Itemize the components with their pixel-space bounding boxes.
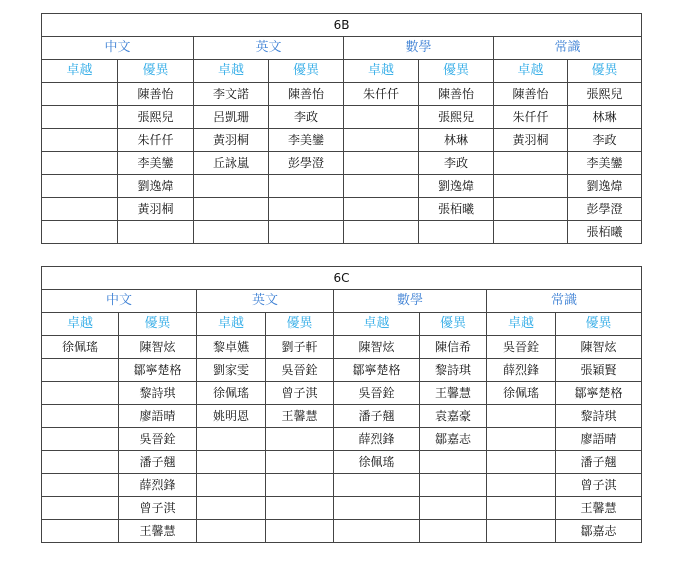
name-cell	[197, 474, 266, 497]
name-cell	[42, 83, 118, 106]
table-row	[42, 474, 642, 497]
name-cell	[266, 451, 334, 474]
name-cell	[197, 428, 266, 451]
name-cell	[42, 106, 118, 129]
level-header: 優異	[118, 60, 194, 83]
level-header: 優異	[266, 313, 334, 336]
name-cell	[269, 175, 344, 198]
name-cell: 林琳	[419, 129, 494, 152]
name-cell: 黃羽桐	[494, 129, 568, 152]
award-table-6c	[41, 266, 642, 543]
name-cell	[42, 405, 119, 428]
level-header: 優異	[420, 313, 487, 336]
name-cell	[266, 474, 334, 497]
name-cell: 劉逸煒	[118, 175, 194, 198]
level-header: 卓越	[194, 60, 269, 83]
table-title: 6C	[42, 267, 642, 290]
name-cell	[194, 221, 269, 244]
name-cell	[344, 152, 419, 175]
name-cell	[420, 451, 487, 474]
name-cell: 吳晉銓	[334, 382, 420, 405]
name-cell	[487, 474, 556, 497]
name-cell	[42, 520, 119, 543]
name-cell: 鄒嘉志	[420, 428, 487, 451]
name-cell	[420, 474, 487, 497]
name-cell: 曾子淇	[556, 474, 642, 497]
name-cell	[334, 474, 420, 497]
name-cell: 徐佩瑤	[42, 336, 119, 359]
name-cell: 曾子淇	[119, 497, 197, 520]
name-cell: 袁嘉豪	[420, 405, 487, 428]
name-cell: 陳智炫	[556, 336, 642, 359]
name-cell	[42, 152, 118, 175]
name-cell: 張熙兒	[118, 106, 194, 129]
name-cell: 潘子翹	[119, 451, 197, 474]
name-cell	[118, 221, 194, 244]
name-cell: 劉子軒	[266, 336, 334, 359]
name-cell: 王馨慧	[266, 405, 334, 428]
level-header: 卓越	[344, 60, 419, 83]
name-cell	[344, 198, 419, 221]
name-cell: 陳善怡	[269, 83, 344, 106]
name-cell: 陳善怡	[494, 83, 568, 106]
table-row	[42, 451, 642, 474]
name-cell	[42, 221, 118, 244]
name-cell	[42, 474, 119, 497]
name-cell	[42, 497, 119, 520]
subject-header: 中文	[42, 290, 197, 313]
name-cell	[42, 382, 119, 405]
name-cell	[344, 175, 419, 198]
name-cell: 彭學澄	[568, 198, 642, 221]
subject-header: 英文	[197, 290, 334, 313]
table-row	[42, 520, 642, 543]
name-cell	[494, 152, 568, 175]
name-cell	[344, 106, 419, 129]
level-header: 卓越	[197, 313, 266, 336]
name-cell: 丘詠嵐	[194, 152, 269, 175]
name-cell: 李美鑾	[568, 152, 642, 175]
name-cell: 鄒寧楚格	[334, 359, 420, 382]
table-row	[42, 175, 642, 198]
name-cell: 廖語晴	[556, 428, 642, 451]
name-cell: 黎詩琪	[119, 382, 197, 405]
name-cell: 徐佩瑤	[334, 451, 420, 474]
name-cell: 徐佩瑤	[487, 382, 556, 405]
name-cell: 劉逸煒	[419, 175, 494, 198]
name-cell	[334, 520, 420, 543]
name-cell: 廖語晴	[119, 405, 197, 428]
name-cell	[487, 451, 556, 474]
name-cell	[420, 497, 487, 520]
name-cell	[42, 198, 118, 221]
name-cell: 呂凱珊	[194, 106, 269, 129]
name-cell	[334, 497, 420, 520]
level-header: 卓越	[494, 60, 568, 83]
level-header: 卓越	[42, 313, 119, 336]
name-cell: 李政	[419, 152, 494, 175]
name-cell: 吳晉銓	[487, 336, 556, 359]
name-cell: 王馨慧	[420, 382, 487, 405]
name-cell: 薛烈鋒	[119, 474, 197, 497]
name-cell	[194, 175, 269, 198]
name-cell: 陳善怡	[118, 83, 194, 106]
table-row	[42, 221, 642, 244]
name-cell: 曾子淇	[266, 382, 334, 405]
name-cell: 陳智炫	[334, 336, 420, 359]
name-cell	[197, 497, 266, 520]
name-cell: 吳晉銓	[266, 359, 334, 382]
table-row	[42, 129, 642, 152]
table-row	[42, 83, 642, 106]
name-cell: 鄒寧楚格	[119, 359, 197, 382]
subject-header: 常識	[494, 37, 642, 60]
name-cell: 朱仟仟	[344, 83, 419, 106]
name-cell: 吳晉銓	[119, 428, 197, 451]
name-cell: 陳信希	[420, 336, 487, 359]
award-table-6b	[41, 13, 642, 244]
name-cell: 薛烈鋒	[334, 428, 420, 451]
name-cell: 陳智炫	[119, 336, 197, 359]
table-body	[42, 83, 642, 244]
name-cell: 朱仟仟	[118, 129, 194, 152]
name-cell: 王馨慧	[119, 520, 197, 543]
table-row	[42, 359, 642, 382]
name-cell	[344, 221, 419, 244]
name-cell	[494, 175, 568, 198]
name-cell	[419, 221, 494, 244]
name-cell: 潘子翹	[556, 451, 642, 474]
subject-header: 中文	[42, 37, 194, 60]
table-body	[42, 336, 642, 543]
subject-header: 英文	[194, 37, 344, 60]
name-cell	[487, 497, 556, 520]
subject-header: 常識	[487, 290, 642, 313]
name-cell	[42, 451, 119, 474]
name-cell	[487, 520, 556, 543]
name-cell: 張熙兒	[568, 83, 642, 106]
table-row	[42, 382, 642, 405]
name-cell: 黎卓嬿	[197, 336, 266, 359]
name-cell: 黎詩琪	[556, 405, 642, 428]
name-cell: 徐佩瑤	[197, 382, 266, 405]
name-cell	[197, 520, 266, 543]
level-header: 優異	[556, 313, 642, 336]
name-cell	[494, 221, 568, 244]
name-cell	[197, 451, 266, 474]
name-cell: 林琳	[568, 106, 642, 129]
name-cell: 黎詩琪	[420, 359, 487, 382]
level-header: 優異	[419, 60, 494, 83]
name-cell: 薛烈鋒	[487, 359, 556, 382]
name-cell: 張熙兒	[419, 106, 494, 129]
name-cell: 黃羽桐	[194, 129, 269, 152]
table-row	[42, 336, 642, 359]
name-cell	[487, 428, 556, 451]
name-cell: 李文諾	[194, 83, 269, 106]
name-cell	[42, 129, 118, 152]
name-cell: 劉逸煒	[568, 175, 642, 198]
table-row	[42, 198, 642, 221]
name-cell	[266, 497, 334, 520]
name-cell	[269, 198, 344, 221]
level-header: 優異	[568, 60, 642, 83]
name-cell	[42, 175, 118, 198]
table-row	[42, 106, 642, 129]
name-cell: 李政	[568, 129, 642, 152]
level-header: 卓越	[334, 313, 420, 336]
name-cell	[42, 428, 119, 451]
table-row	[42, 152, 642, 175]
name-cell: 彭學澄	[269, 152, 344, 175]
name-cell	[487, 405, 556, 428]
name-cell	[494, 198, 568, 221]
name-cell	[42, 359, 119, 382]
level-header: 優異	[269, 60, 344, 83]
name-cell	[420, 520, 487, 543]
name-cell: 鄒嘉志	[556, 520, 642, 543]
name-cell: 李政	[269, 106, 344, 129]
name-cell	[269, 221, 344, 244]
table-row	[42, 428, 642, 451]
name-cell: 鄒寧楚格	[556, 382, 642, 405]
name-cell: 李美鑾	[118, 152, 194, 175]
level-header: 優異	[119, 313, 197, 336]
level-header: 卓越	[487, 313, 556, 336]
table-row	[42, 405, 642, 428]
name-cell: 潘子翹	[334, 405, 420, 428]
name-cell: 張穎賢	[556, 359, 642, 382]
name-cell: 李美鑾	[269, 129, 344, 152]
name-cell	[194, 198, 269, 221]
subject-header: 數學	[334, 290, 487, 313]
name-cell: 陳善怡	[419, 83, 494, 106]
name-cell: 劉家雯	[197, 359, 266, 382]
name-cell	[266, 428, 334, 451]
name-cell: 朱仟仟	[494, 106, 568, 129]
name-cell: 王馨慧	[556, 497, 642, 520]
name-cell	[344, 129, 419, 152]
name-cell: 黃羽桐	[118, 198, 194, 221]
level-header: 卓越	[42, 60, 118, 83]
table-row	[42, 497, 642, 520]
subject-header: 數學	[344, 37, 494, 60]
table-title: 6B	[42, 14, 642, 37]
name-cell: 張栢曦	[419, 198, 494, 221]
name-cell: 姚明恩	[197, 405, 266, 428]
name-cell	[266, 520, 334, 543]
name-cell: 張栢曦	[568, 221, 642, 244]
